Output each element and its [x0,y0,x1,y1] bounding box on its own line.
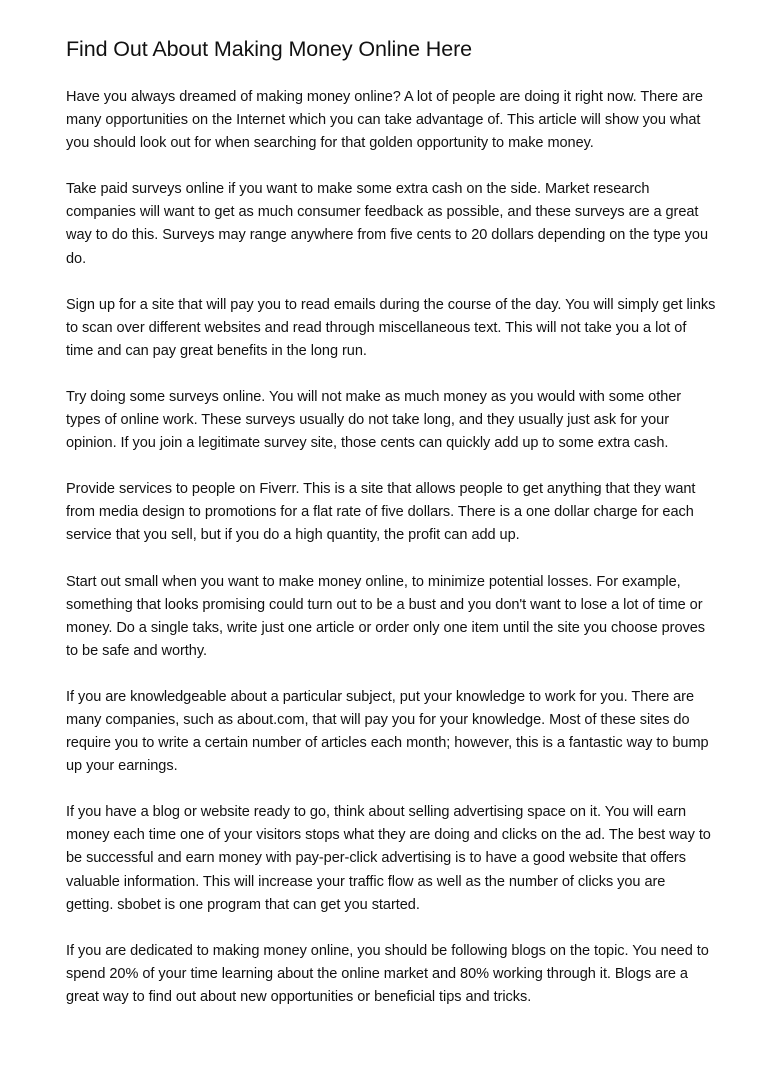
paragraph: If you are knowledgeable about a particular subject, put your knowledge to work for you. There are many companies, such as about.com, that will pay you for your knowledge. Most of these sites do require you to write a certain number of articles each month; however, this is a fantastic way to bump up your earnings. [66,688,709,775]
paragraph: Provide services to people on Fiverr. This is a site that allows people to get anything that they want from media design to promotions for a flat rate of five dollars. There is a one dollar charge for each service that you sell, but if you do a high quantity, the profit can add up. [66,481,696,544]
paragraph: Try doing some surveys online. You will not make as much money as you would with some other types of online work. These surveys usually do not take long, and they usually just ask for your opinion. If you join a legitimate survey site, those cents can quickly add up to some extra cash. [66,388,682,452]
page-title: Find Out About Making Money Online Here [66,37,473,61]
paragraph: Sign up for a site that will pay you to read emails during the course of the day. You will simply get links to scan over different websites and read through miscellaneous text. This will not take you a lot of time and can pay great benefits in the long run. [66,296,716,359]
paragraph: Take paid surveys online if you want to make some extra cash on the side. Market research companies will want to get as much consumer feedback as possible, and these surveys are a great way to do this. Surveys may range anywhere from five cents to 20 dollars depending on the type you do. [66,181,708,267]
document-page [66,36,716,1032]
article-body [66,86,716,1009]
paragraph: If you are dedicated to making money online, you should be following blogs on the topic. You need to spend 20% of your time learning about the online market and 80% working through it. Blogs are a great way to find out about new opportunities or beneficial tips and tricks. [66,942,709,1005]
paragraph: Have you always dreamed of making money online? A lot of people are doing it right now. There are many opportunities on the Internet which you can take advantage of. This article will show you what you should look out for when searching for that golden opportunity to make money. [66,89,703,152]
paragraph: If you have a blog or website ready to go, think about selling advertising space on it. You will earn money each time one of your visitors stops what they are doing and clicks on the ad. The best way to be successful and earn money with pay-per-click advertising is to have a good website that offers valuable information. This will increase your traffic flow as well as the number of clicks you are getting. sbobet is one program that can get you started. [66,804,711,913]
paragraph: Start out small when you want to make money online, to minimize potential losses. For example, something that looks promising could turn out to be a bust and you don't want to lose a lot of time or money. Do a single taks, write just one article or order only one item until the site you choose proves to be safe and worthy. [66,573,706,659]
